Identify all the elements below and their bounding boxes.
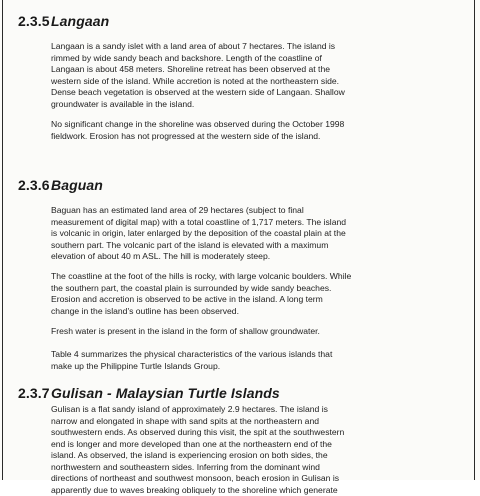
text-line: make up the Philippine Turtle Islands Group. xyxy=(51,361,471,373)
section-heading-baguan xyxy=(18,177,103,193)
text-line: Dense beach vegetation is observed at the western side of Langaan. Shallow xyxy=(51,87,471,99)
section-heading-langaan xyxy=(18,13,109,29)
text-line: Fresh water is present in the island in the form of shallow groundwater. xyxy=(51,326,471,338)
text-line: western side of the island. While accretion is noted at the northeastern side. xyxy=(51,76,471,88)
text-line: northwestern and southeastern sides. Inferring from the dominant wind xyxy=(51,462,471,474)
section-heading-gulisan xyxy=(18,385,280,401)
text-line: Table 4 summarizes the physical characteristics of the various islands that xyxy=(51,349,471,361)
text-line: rimmed by wide sandy beach and backshore. Length of the coastline of xyxy=(51,53,471,65)
text-line: Erosion and accretion is observed to be active in the island. A long term xyxy=(51,294,471,306)
section-number: 2.3.7 xyxy=(18,385,51,401)
text-line: the southern part, the coastal plain is surrounded by wide sandy beaches. xyxy=(51,283,471,295)
right-border-rule xyxy=(474,0,475,480)
paragraph-baguan-coastline xyxy=(51,271,471,317)
text-line: fieldwork. Erosion has not progressed at the western side of the island. xyxy=(51,131,471,143)
text-line: directions of northeast and southwest monsoon, beach erosion in Gulisan is xyxy=(51,473,471,485)
section-title: Langaan xyxy=(51,13,109,29)
text-line: The coastline at the foot of the hills is rocky, with large volcanic boulders. While xyxy=(51,271,471,283)
text-line: change in the island's outline has been observed. xyxy=(51,306,471,318)
text-line: Baguan has an estimated land area of 29 hectares (subject to final xyxy=(51,205,471,217)
section-number: 2.3.5 xyxy=(18,13,51,29)
section-title: Gulisan - Malaysian Turtle Islands xyxy=(51,385,280,401)
paragraph-baguan-description xyxy=(51,205,471,263)
section-title: Baguan xyxy=(51,177,103,193)
text-line: groundwater is available in the island. xyxy=(51,99,471,111)
text-line: No significant change in the shoreline was observed during the October 1998 xyxy=(51,119,471,131)
text-line: narrow and elongated in shape with sand spits at the northeastern and xyxy=(51,416,471,428)
text-line: end is longer and more developed than one at the northeastern end of the xyxy=(51,439,471,451)
text-line: island. As observed, the island is experiencing erosion on both sides, the xyxy=(51,450,471,462)
text-line: southern part. The volcanic part of the island is elevated with a maximum xyxy=(51,240,471,252)
text-line: elevation of about 40 m ASL. The hill is moderately steep. xyxy=(51,251,471,263)
text-line: Langaan is about 458 meters. Shoreline retreat has been observed at the xyxy=(51,64,471,76)
paragraph-langaan-description xyxy=(51,41,471,110)
text-line: southwestern ends. As observed during this visit, the spit at the southwestern xyxy=(51,427,471,439)
paragraph-gulisan-description xyxy=(51,404,471,496)
left-border-rule xyxy=(2,0,3,480)
text-line: Langaan is a sandy islet with a land area of about 7 hectares. The island is xyxy=(51,41,471,53)
text-line: is volcanic in origin, later enlarged by the deposition of the coastal plain at the xyxy=(51,228,471,240)
text-line: Gulisan is a flat sandy island of approximately 2.9 hectares. The island is xyxy=(51,404,471,416)
text-line: measurement of digital map) with a total coastline of 1,717 meters. The island xyxy=(51,217,471,229)
section-number: 2.3.6 xyxy=(18,177,51,193)
paragraph-baguan-table-reference xyxy=(51,349,471,372)
text-line: apparently due to waves breaking obliquely to the shoreline which generate xyxy=(51,485,471,496)
paragraph-langaan-fieldwork xyxy=(51,119,471,142)
paragraph-baguan-freshwater xyxy=(51,326,471,338)
